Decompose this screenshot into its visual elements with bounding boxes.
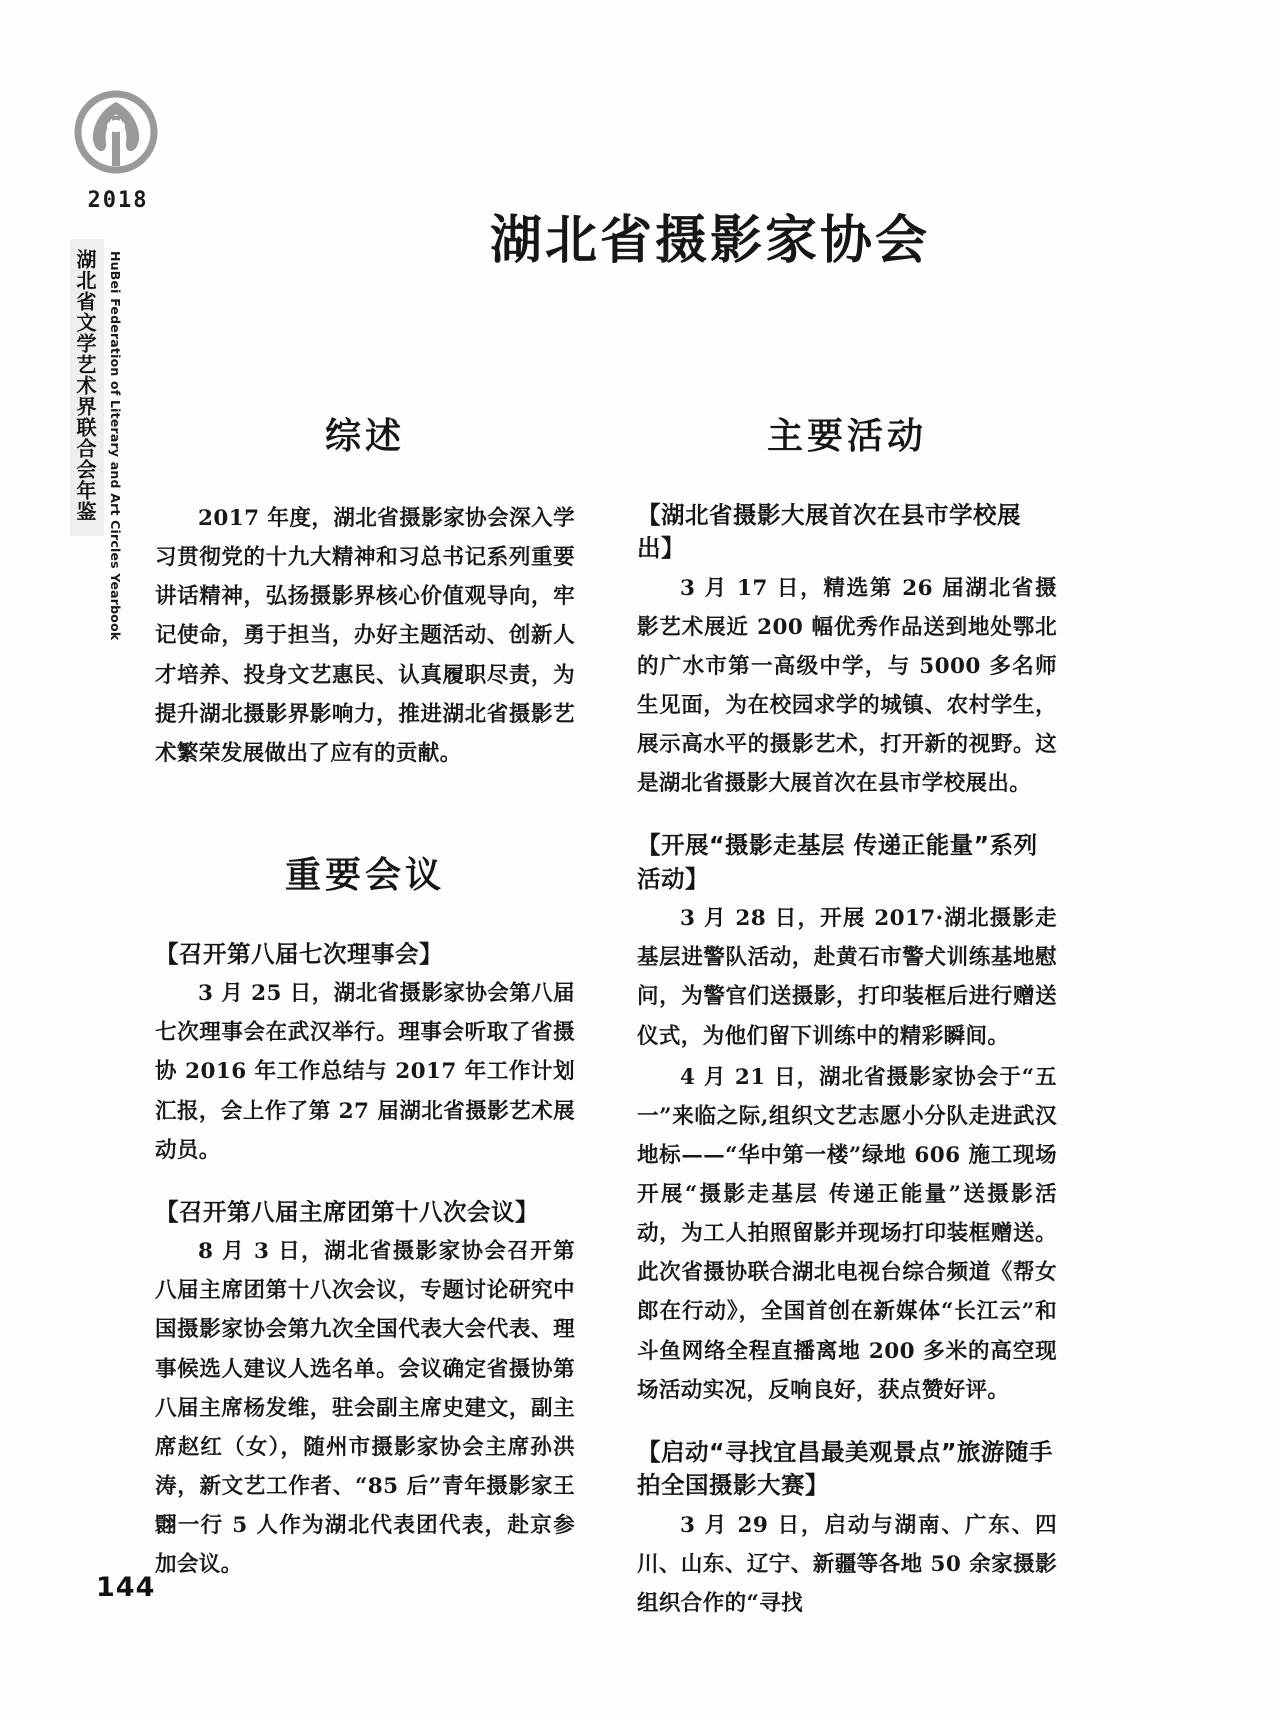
body-columns [155,408,1075,1625]
paragraph: 3 月 28 日，开展 2017·湖北摄影走基层进警队活动，赴黄石市警犬训练基地慰问，为警官们送摄影，打印装框后进行赠送仪式，为他们留下训练中的精彩瞬间。 [637,906,1057,1049]
spine-title-cn: 湖北省文学艺术界联合会年鉴 [70,239,104,536]
paragraph: 3 月 29 日，启动与湖南、广东、四川、山东、辽宁、新疆等各地 50 余家摄影组织合作的“寻找 [637,1512,1057,1616]
subsection-heading: 【召开第八届主席团第十八次会议】 [155,1197,539,1226]
subsection-heading: 【湖北省摄影大展首次在县市学校展出】 [637,501,1021,563]
federation-emblem-icon [68,86,164,182]
paragraph: 3 月 17 日，精选第 26 届湖北省摄影艺术展近 200 幅优秀作品送到地处鄂北的广水市第一高级中学，与 5000 多名师生见面，为在校园求学的城镇、农村学生，展示高水平的摄影艺术，打开新的视野。这是湖北省摄影大展首次在县市学校展出。 [637,575,1057,797]
subsection-heading: 【召开第八届七次理事会】 [155,939,443,968]
section-heading-activities: 主要活动 [766,416,927,457]
spine-title-en: HuBei Federation of Literary and Art Circles Yearbook [108,251,123,641]
paragraph: 8 月 3 日，湖北省摄影家协会召开第八届主席团第十八次会议，专题讨论研究中国摄影家协会第九次全国代表大会代表、理事候选人建议人选名单。会议确定省摄协第八届主席杨发维，驻会副主席史建文，副主席赵红（女），随州市摄影家协会主席孙洪涛，新文艺工作者、“85 后”青年摄影家王翾一行 5 人作为湖北代表团代表，赴京参加会议。 [155,1239,575,1578]
subsection-heading: 【启动“寻找宜昌最美观景点”旅游随手拍全国摄影大赛】 [637,1437,1053,1500]
paragraph: 4 月 21 日，湖北省摄影家协会于“五一”来临之际,组织文艺志愿小分队走进武汉地标——“华中第一楼”绿地 606 施工现场开展“摄影走基层 传递正能量”送摄影活动，为工人拍照留影并现场打印装框赠送。此次省摄协联合湖北电视台综合频道《帮女郎在行动》，全国首创在新媒体“长江云”和斗鱼网络全程直播离地 200 多米的高空现场活动实况，反响良好，获点赞好评。 [637,1064,1057,1403]
paragraph: 2017 年度，湖北省摄影家协会深入学习贯彻党的十九大精神和习总书记系列重要讲话精神，弘扬摄影界核心价值观导向，牢记使命，勇于担当，办好主题活动、创新人才培养、投身文艺惠民、认真履职尽责，为提升湖北摄影界影响力，推进湖北省摄影艺术繁荣发展做出了应有的贡献。 [155,506,575,766]
page-title: 湖北省摄影家协会 [489,211,930,271]
right-column [637,408,1057,1625]
emblem-year: 2018 [87,188,149,213]
page-number: 144 [96,1572,156,1603]
subsection-heading: 【开展“摄影走基层 传递正能量”系列活动】 [637,831,1038,893]
paragraph: 3 月 25 日，湖北省摄影家协会第八届七次理事会在武汉举行。理事会听取了省摄协 2016 年工作总结与 2017 年工作计划汇报，会上作了第 27 届湖北省摄影艺术展动员。 [155,981,575,1163]
section-heading-overview: 综述 [324,416,405,457]
left-column [155,408,575,1625]
section-heading-meetings: 重要会议 [284,854,445,896]
